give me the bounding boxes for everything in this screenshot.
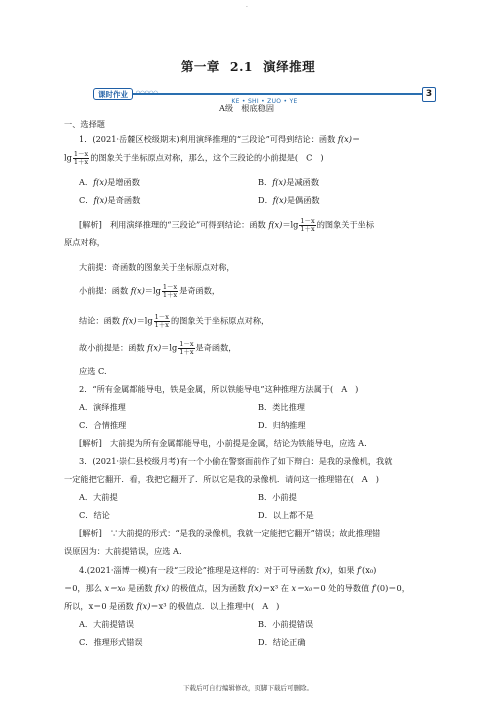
- q1-option-d: D．f(x)是偶函数: [258, 195, 320, 205]
- q1-conclusion: 结论：函数 f(x)＝lg $\frac{1-x}{1+x}$ 的图象关于坐标原点对称，: [79, 313, 270, 329]
- page-footer: 下载后可自行编辑修改，页脚下载后可删除。: [183, 684, 313, 692]
- chapter-title: 第一章 2.1 演绎推理: [180, 59, 316, 74]
- section-heading: 一、选择题: [64, 119, 105, 129]
- q3-option-c: C．结论: [79, 510, 110, 520]
- q1-choose: 应选 C.: [79, 366, 107, 376]
- homework-tag: 课时作业: [93, 88, 133, 100]
- q4-option-b: B．小前提错误: [258, 619, 314, 629]
- q1-stem-line2: lg $\frac{1-x}{1+x}$ 的图象关于坐标原点对称，那么，这个三段论的小前提是( C ): [64, 150, 324, 166]
- q4-option-a: A．大前提错误: [79, 619, 135, 629]
- q2-option-a: A．演绎推理: [79, 402, 126, 412]
- q1-fraction: $\frac{1-x}{1+x}$: [73, 150, 89, 166]
- q1-major-premise: 大前提：奇函数的图象关于坐标原点对称，: [79, 262, 235, 272]
- q2-option-c: C．合情推理: [79, 420, 127, 430]
- homework-banner: [93, 87, 436, 105]
- q4-option-c: C．推理形式错误: [79, 637, 143, 647]
- banner-number: 3: [422, 87, 436, 102]
- q1-option-a: A．f(x)是增函数: [79, 177, 140, 187]
- q1-minor-premise: 小前提：函数 f(x)＝lg $\frac{1-x}{1+x}$ 是奇函数，: [79, 283, 221, 299]
- q3-analysis-line1: [解析] ∵大前提的形式：“是我的录像机，我就一定能把它翻开”错误；故此推理错: [79, 528, 381, 538]
- q1-option-c: C．f(x)是奇函数: [79, 195, 141, 205]
- q3-option-b: B．小前提: [258, 492, 297, 502]
- q3-option-d: D．以上都不是: [258, 510, 314, 520]
- q2-analysis: [解析] 大前提为所有金属都能导电，小前提是金属，结论为铁能导电，应选 A.: [79, 438, 367, 448]
- banner-dots: ○○○○○: [136, 90, 158, 96]
- q3-stem-line2: 一定能把它翻开．看，我把它翻开了．所以它是我的录像机．请问这一推理错在( A ): [64, 474, 379, 484]
- q1-minor-is: 故小前提是：函数 f(x)＝lg $\frac{1-x}{1+x}$ 是奇函数，: [79, 340, 237, 356]
- level-heading: A级 根底稳固: [219, 103, 275, 113]
- q1-analysis-line1: [解析] 利用演绎推理的“三段论”可得到结论：函数 f(x)＝lg $\frac{1-x}{1+x}$ 的图象关于坐标: [79, 217, 375, 233]
- q3-stem-line1: 3．(2021·崇仁县校级月考)有一个小偷在警察面前作了如下辩白：是我的录像机，我就: [79, 456, 393, 466]
- q1-option-b: B．f(x)是减函数: [258, 177, 320, 187]
- q4-option-d: D．结论正确: [258, 637, 306, 647]
- q4-stem-line2: ＝0，那么 x＝x₀ 是函数 f(x) 的极值点，因为函数 f(x)＝x³ 在 x＝x₀＝0 处的导数值 f′(0)＝0，: [64, 583, 410, 593]
- q3-analysis-line2: 误原因为：大前提错误，应选 A.: [64, 546, 182, 556]
- q4-stem-line1: 4.(2021·淄博一模)有一段“三段论”推理是这样的：对于可导函数 f(x)，如果 f′(x₀): [79, 565, 377, 575]
- q4-stem-line3: 所以，x＝0 是函数 f(x)＝x³ 的极值点．以上推理中( A ): [64, 601, 280, 611]
- q2-stem: 2．“所有金属都能导电，铁是金属，所以铁能导电”这种推理方法属于( A ): [79, 384, 359, 394]
- q1-analysis-line2: 原点对称，: [64, 237, 105, 247]
- q3-option-a: A．大前提: [79, 492, 118, 502]
- q1-stem-line1: 1．(2021·岳麓区校级期末)利用演绎推理的“三段论”可得到结论：函数 f(x)＝: [79, 134, 361, 144]
- banner-pinyin: KE • SHI • ZUO • YE: [93, 88, 436, 107]
- top-dot: ·: [246, 4, 248, 11]
- q2-option-d: D．归纳推理: [258, 420, 306, 430]
- q2-option-b: B．类比推理: [258, 402, 305, 412]
